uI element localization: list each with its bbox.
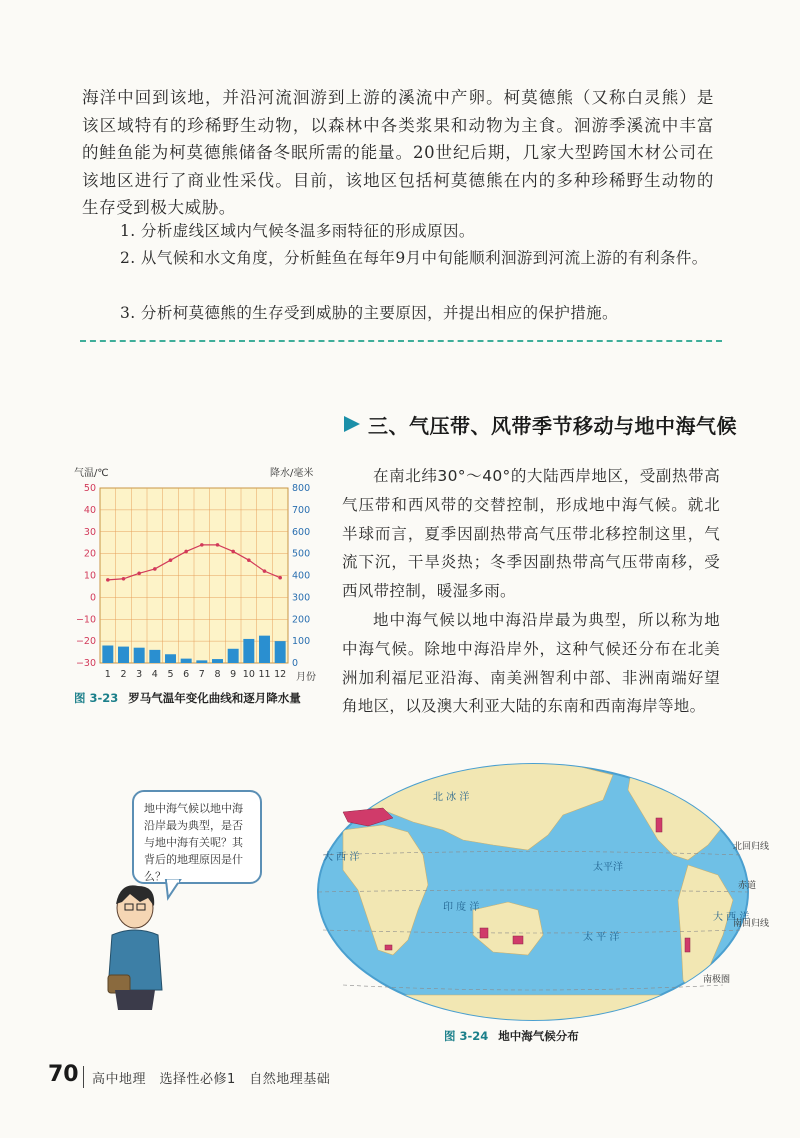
- precip-bar: [149, 650, 160, 663]
- precip-bar: [102, 646, 113, 664]
- precip-bar: [134, 648, 145, 663]
- question-3-text: 3. 分析柯莫德熊的生存受到威胁的主要原因，并提出相应的保护措施。: [120, 304, 618, 322]
- figure-3-24-title: 地中海气候分布: [498, 1029, 579, 1043]
- right-tick-label: 100: [292, 636, 311, 648]
- med-region-sw-australia: [480, 928, 488, 938]
- map-label-arctic: 北 冰 洋: [433, 792, 470, 803]
- section-heading: 三、气压带、风带季节移动与地中海气候: [368, 414, 737, 438]
- right-tick-label: 600: [292, 526, 311, 538]
- precip-bar: [259, 636, 270, 663]
- temperature-point: [153, 567, 157, 571]
- left-tick-label: 50: [83, 483, 96, 494]
- temperature-point: [200, 543, 204, 547]
- question-2: [82, 245, 714, 272]
- x-tick-label: 2: [120, 669, 127, 680]
- map-label-pacific: 太平洋: [593, 862, 623, 873]
- left-tick-label: 40: [83, 504, 96, 516]
- x-tick-label: 9: [230, 669, 237, 680]
- map-label-equator: 赤道: [738, 881, 757, 891]
- map-label-indian: 印 度 洋: [443, 902, 480, 913]
- x-tick-label: 8: [214, 669, 221, 680]
- left-axis-label: 气温/℃: [74, 468, 109, 479]
- temperature-point: [169, 558, 173, 562]
- x-tick-label: 11: [258, 669, 271, 680]
- question-1: [82, 218, 714, 245]
- temperature-point: [231, 550, 235, 554]
- map-label-tropic-capricorn: 南回归线: [733, 919, 770, 929]
- left-tick-label: −20: [75, 636, 96, 648]
- temperature-point: [137, 572, 141, 576]
- page-number: 70: [48, 1062, 79, 1087]
- x-tick-label: 4: [151, 669, 158, 680]
- temperature-point: [278, 576, 282, 580]
- temperature-point: [122, 577, 126, 581]
- climate-chart: [70, 460, 340, 710]
- question-2-text: 2. 从气候和水文角度，分析鲑鱼在每年9月中旬能顺利洄游到河流上游的有利条件。: [120, 249, 708, 267]
- figure-3-24-caption: [444, 1028, 579, 1044]
- right-tick-label: 500: [292, 548, 311, 560]
- figure-3-23-title: 罗马气温年变化曲线和逐月降水量: [128, 691, 301, 705]
- right-tick-label: 400: [292, 570, 311, 582]
- dashed-divider: [80, 340, 722, 342]
- book-title: 高中地理 选择性必修1 自然地理基础: [92, 1072, 331, 1087]
- precip-bar: [196, 660, 207, 663]
- map-label-atlantic-south: 大 西 洋: [713, 912, 750, 923]
- right-axis-label: 降水/毫米: [270, 468, 314, 479]
- question-3: [82, 300, 714, 327]
- left-tick-label: 10: [83, 570, 96, 582]
- temperature-point: [263, 569, 267, 573]
- temperature-point: [216, 543, 220, 547]
- x-tick-label: 12: [274, 669, 287, 680]
- med-region-california: [656, 818, 662, 832]
- med-region-cape: [385, 945, 392, 950]
- x-tick-label: 3: [136, 669, 143, 680]
- map-label-atlantic: 大 西 洋: [323, 852, 360, 863]
- precip-bar: [165, 654, 176, 663]
- x-axis-label: 月份: [296, 672, 316, 683]
- right-tick-label: 700: [292, 504, 311, 516]
- precip-bar: [243, 639, 254, 663]
- precip-bar: [275, 641, 286, 663]
- left-tick-label: −10: [75, 614, 96, 626]
- temperature-point: [184, 550, 188, 554]
- intro-paragraph: 海洋中回到该地，并沿河流洄游到上游的溪流中产卵。柯莫德熊（又称白灵熊）是该区域特有的珍稀野生动物，以森林中各类浆果和动物为主食。洄游季溪流中丰富的鲑鱼能为柯莫德熊储备冬眠所需的能量。20世纪后期，几家大型跨国木材公司在该地区进行了商业性采伐。目前，该地区包括柯莫德熊在内的多种珍稀野生动物的生存受到极大威胁。: [82, 88, 714, 217]
- med-region-chile: [685, 938, 690, 952]
- footer-divider: [83, 1066, 84, 1088]
- climate-chart-svg: [70, 460, 340, 690]
- map-label-pacific-south: 太 平 洋: [583, 932, 620, 943]
- x-tick-label: 1: [104, 669, 111, 680]
- left-tick-label: 0: [89, 592, 96, 604]
- figure-3-24-number: 图 3-24: [444, 1029, 489, 1043]
- speech-bubble-text: 地中海气候以地中海沿岸最为典型，是否与地中海有关呢？其背后的地理原因是什么？: [144, 802, 243, 883]
- body-paragraph-1: 在南北纬30°～40°的大陆西岸地区，受副热带高气压带和西风带的交替控制，形成地中海气候。就北半球而言，夏季因副热带高气压带北移控制这里，气流下沉，干旱炎热；冬季因副热带高气压带南移，受西风带控制，暖湿多雨。: [342, 467, 720, 601]
- student-pants: [115, 990, 155, 1010]
- left-tick-label: −30: [75, 658, 96, 669]
- x-tick-label: 7: [198, 669, 205, 680]
- right-tick-label: 800: [292, 483, 311, 494]
- precip-bar: [212, 659, 223, 663]
- x-tick-label: 10: [242, 669, 255, 680]
- map-label-antarctic-circle: 南极圈: [703, 975, 731, 985]
- figure-3-23-number: 图 3-23: [74, 691, 119, 705]
- body-paragraph-2: 地中海气候以地中海沿岸最为典型，所以称为地中海气候。除地中海沿岸外，这种气候还分布在北美洲加利福尼亚沿海、南美洲智利中部、非洲南端好望角地区，以及澳大利亚大陆的东南和西南海岸等地。: [342, 611, 720, 716]
- speech-bubble: [132, 790, 262, 884]
- precip-bar: [118, 647, 129, 663]
- med-region-se-australia: [513, 936, 523, 944]
- temperature-point: [106, 578, 110, 582]
- student-illustration: [100, 880, 170, 1010]
- right-tick-label: 200: [292, 614, 311, 626]
- left-tick-label: 20: [83, 548, 96, 560]
- x-tick-label: 5: [167, 669, 174, 680]
- temperature-point: [247, 558, 251, 562]
- precip-bar: [181, 659, 192, 663]
- right-tick-label: 300: [292, 592, 311, 604]
- world-map: [313, 760, 770, 1025]
- x-tick-label: 6: [183, 669, 190, 680]
- right-tick-label: 0: [292, 658, 299, 669]
- section-arrow-icon: [342, 414, 362, 434]
- left-tick-label: 30: [83, 526, 96, 538]
- map-label-tropic-cancer: 北回归线: [733, 842, 770, 852]
- question-1-text: 1. 分析虚线区域内气候冬温多雨特征的形成原因。: [120, 222, 475, 240]
- precip-bar: [228, 649, 239, 663]
- figure-3-23-caption: [74, 690, 301, 706]
